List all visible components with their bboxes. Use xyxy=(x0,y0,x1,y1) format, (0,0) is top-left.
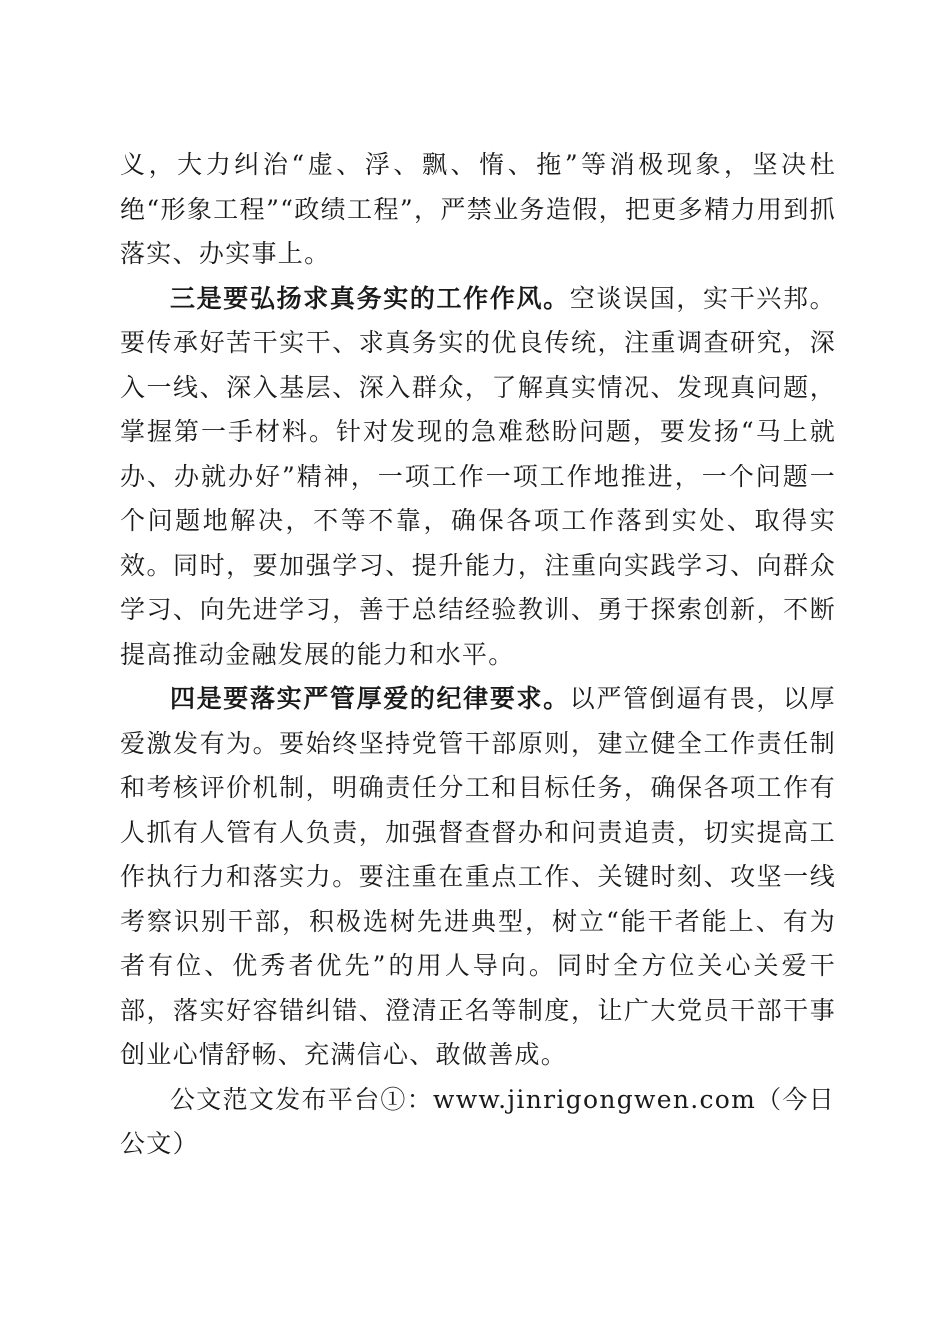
paragraph-3-body: 以严管倒逼有畏，以厚爱激发有为。要始终坚持党管干部原则，建立健全工作责任制和考核评价机制，明确责任分工和目标任务，确保各项工作有人抓有人管有人负责，加强督查督办和问责追责，切实提高工作执行力和落实力。要注重在重点工作、关键时刻、攻坚一线考察识别干部，积极选树先进典型，树立“能干者能上、有为者有位、优秀者优先”的用人导向。同时全方位关心关爱干部，落实好容错纠错、澄清正名等制度，让广大党员干部干事创业心情舒畅、充满信心、敢做善成。 xyxy=(120,684,836,1069)
paragraph-2-body: 空谈误国，实干兴邦。要传承好苦干实干、求真务实的优良传统，注重调查研究，深入一线、深入基层、深入群众，了解真实情况、发现真问题，掌握第一手材料。针对发现的急难愁盼问题，要发扬“马上就办、办就办好”精神，一项工作一项工作地推进，一个问题一个问题地解决，不等不靠，确保各项工作落到实处、取得实效。同时，要加强学习、提升能力，注重向实践学习、向群众学习、向先进学习，善于总结经验教训、勇于探索创新，不断提高推动金融发展的能力和水平。 xyxy=(120,283,836,669)
paragraph-3-lead: 四是要落实严管厚爱的纪律要求。 xyxy=(170,684,570,713)
paragraph-2-lead: 三是要弘扬求真务实的工作作风。 xyxy=(170,283,570,313)
publisher-note-text: 公文范文发布平台①：www.jinrigongwen.com（今日公文） xyxy=(120,1084,836,1158)
paragraph-1-text: 义，大力纠治“虚、浮、飘、惰、拖”等消极现象，坚决杜绝“形象工程”“政绩工程”，严禁业务造假，把更多精力用到抓落实、办实事上。 xyxy=(120,150,836,268)
paragraph-continuation xyxy=(120,143,836,277)
paragraph-work-style xyxy=(120,277,836,678)
document-body xyxy=(120,143,836,1167)
paragraph-discipline xyxy=(120,677,836,1078)
publisher-note xyxy=(120,1078,836,1167)
